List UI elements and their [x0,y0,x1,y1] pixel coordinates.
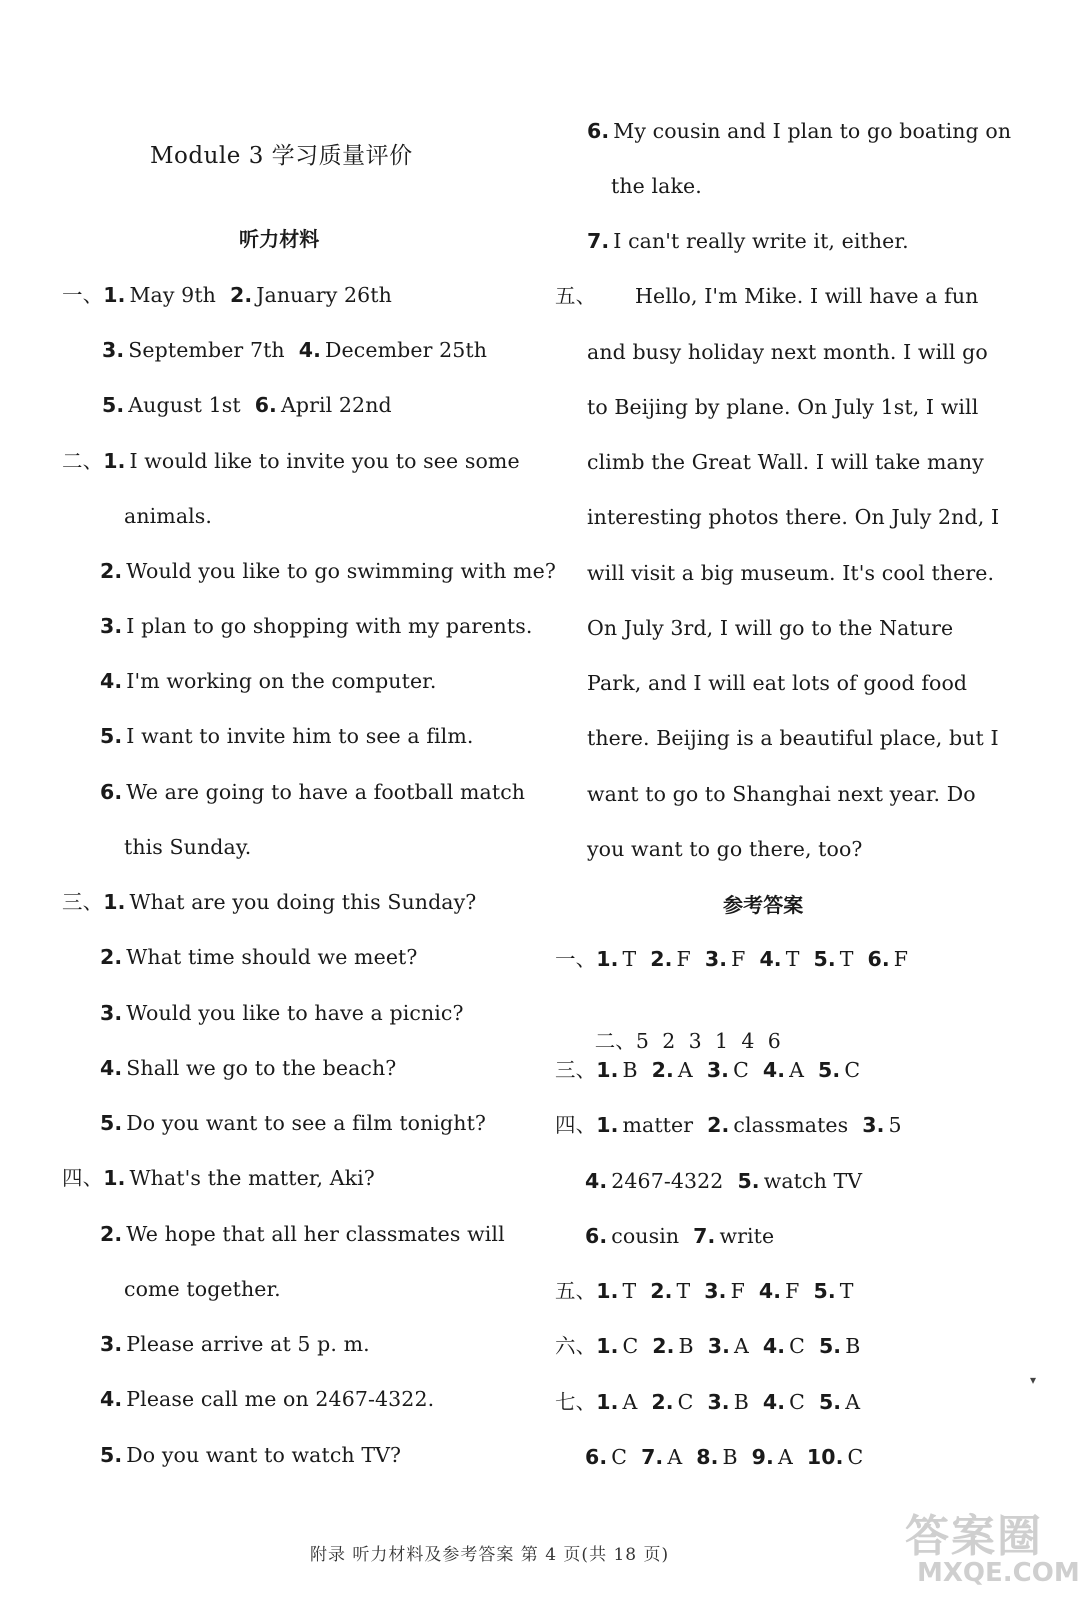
s4-item-2-cont: come together. [124,1277,281,1301]
s2-item-6: 6. We are going to have a football match [100,780,526,804]
s4-item-3: 3. Please arrive at 5 p. m. [100,1332,370,1356]
s5-line-11: you want to go there, too? [587,837,863,861]
s3-item-5: 5. Do you want to see a film tonight? [100,1111,487,1135]
s5-line-10: want to go to Shanghai next year. Do [587,782,976,806]
s5-line-5: interesting photos there. On July 2nd, I [587,505,1000,529]
answers-7-line-1: 七、1. A 2. C 3. B 4. C 5. A [555,1390,861,1414]
s5-line-3: to Beijing by plane. On July 1st, I will [587,395,979,419]
s2-item-6-cont: this Sunday. [124,835,252,859]
answers-4-line-3: 6. cousin 7. write [585,1224,775,1248]
s2-item-1-cont: animals. [124,504,213,528]
answers-6: 六、1. C 2. B 3. A 4. C 5. B [555,1334,861,1358]
answers-3: 三、1. B 2. A 3. C 4. A 5. C [555,1058,861,1082]
watermark-url: MXQE.COM [917,1558,1080,1588]
answers-1: 一、1. T 2. F 3. F 4. T 5. T 6. F [555,947,909,971]
s2-item-1: 二、1. I would like to invite you to see some [62,449,520,473]
answers-heading: 参考答案 [723,893,804,917]
s4-item-1: 四、1. What's the matter, Aki? [62,1166,375,1190]
s4-item-2: 2. We hope that all her classmates will [100,1222,505,1246]
s5-line-7: On July 3rd, I will go to the Nature [587,616,954,640]
s2-item-2: 2. Would you like to go swimming with me? [100,559,556,583]
answers-2: 二、5 2 3 1 4 6 [594,1029,781,1053]
small-mark: ▾ [1030,1373,1037,1387]
s5-line-1: Hello, I'm Mike. I will have a fun [635,284,979,308]
s5-label: 五、 [555,284,597,308]
s5-line-2: and busy holiday next month. I will go [587,340,988,364]
s4-item-7: 7. I can't really write it, either. [587,229,909,253]
s5-line-4: climb the Great Wall. I will take many [587,450,984,474]
answers-5: 五、1. T 2. T 3. F 4. F 5. T [555,1279,854,1303]
s1-line-2: 3. September 7th 4. December 25th [102,338,488,362]
page-title: Module 3 学习质量评价 [150,143,413,169]
watermark-logo [905,1500,1080,1595]
s3-item-1: 三、1. What are you doing this Sunday? [62,890,477,914]
s2-item-4: 4. I'm working on the computer. [100,669,437,693]
page-footer: 附录 听力材料及参考答案 第 4 页(共 18 页) [310,1545,670,1565]
s5-line-9: there. Beijing is a beautiful place, but I [587,726,999,750]
listening-heading: 听力材料 [239,227,320,251]
answers-4-line-2: 4. 2467-4322 5. watch TV [585,1169,863,1193]
s5-line-8: Park, and I will eat lots of good food [587,671,968,695]
s5-line-6: will visit a big museum. It's cool there. [587,561,995,585]
s3-item-3: 3. Would you like to have a picnic? [100,1001,464,1025]
s2-item-3: 3. I plan to go shopping with my parents. [100,614,533,638]
s4-item-5: 5. Do you want to watch TV? [100,1443,402,1467]
s2-item-5: 5. I want to invite him to see a film. [100,724,474,748]
watermark-logo-text: 答案圈 [905,1511,1043,1562]
s1-line-1: 一、1. May 9th 2. January 26th [62,283,392,307]
s3-item-4: 4. Shall we go to the beach? [100,1056,397,1080]
s4-item-4: 4. Please call me on 2467-4322. [100,1387,435,1411]
s1-line-3: 5. August 1st 6. April 22nd [102,393,392,417]
s3-item-2: 2. What time should we meet? [100,945,418,969]
answers-4-line-1: 四、1. matter 2. classmates 3. 5 [555,1113,902,1137]
s4-item-6-cont: the lake. [611,174,702,198]
answers-7-line-2: 6. C 7. A 8. B 9. A 10. C [585,1445,864,1469]
s4-item-6: 6. My cousin and I plan to go boating on [587,119,1012,143]
